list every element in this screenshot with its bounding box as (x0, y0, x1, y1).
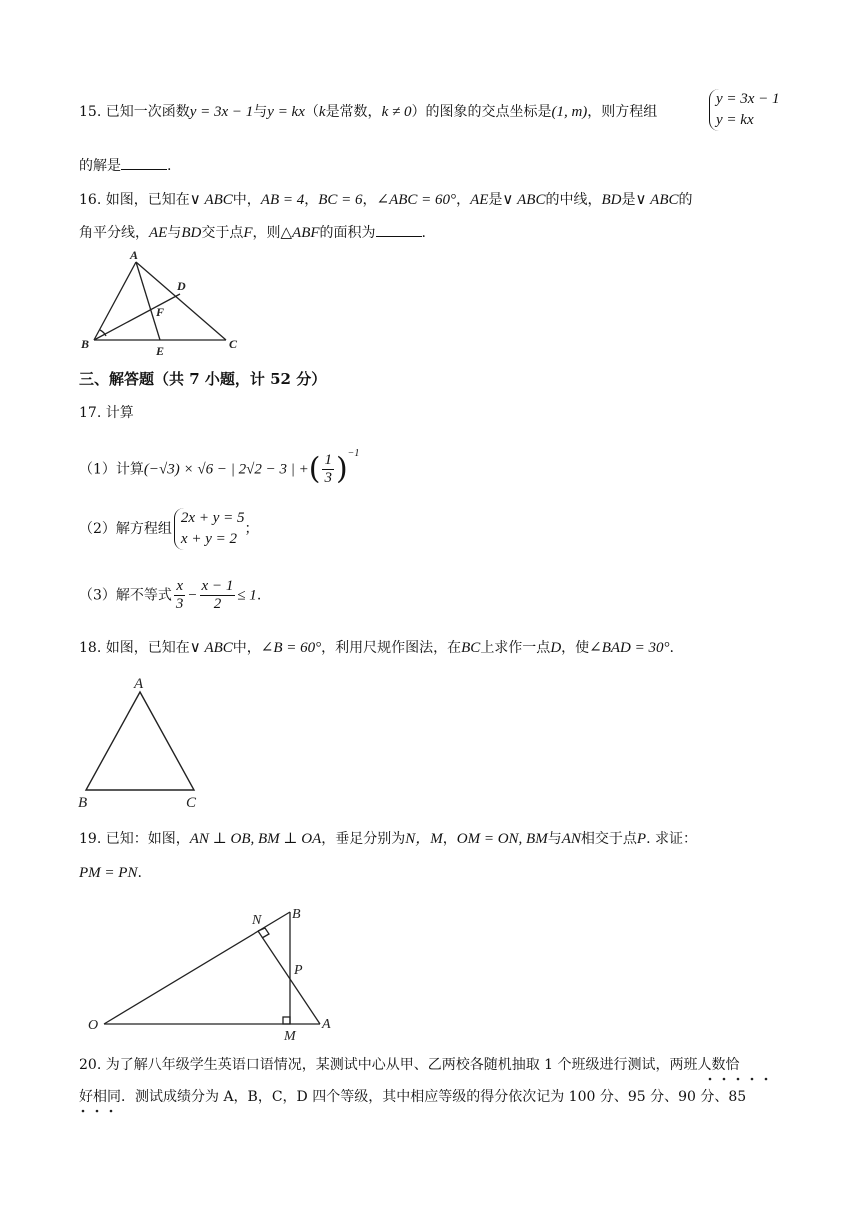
q20-line1: 20. 为了解八年级学生英语口语情况，某测试中心从甲、乙两校各随机抽取 1 个班级进行测试，两班人数恰 (79, 1057, 740, 1073)
answer-blank (121, 155, 167, 170)
q17-part3: （3）解不等式 $\frac{x}{3}$ − $\frac{x - 1}{2}$ ≤ 1. (79, 578, 262, 612)
q19-line1: 19. 已知：如图，AN ⊥ OB, BM ⊥ OA，垂足分别为N，M，OM = ON, BM与AN相交于点P. 求证： (79, 831, 697, 847)
q19-figure (84, 898, 344, 1046)
q15-number: 15. (79, 104, 102, 120)
q15-line1: 15. 已知一次函数y = 3x − 1与y = kx（k是常数，k ≠ 0）的图象的交点坐标是(1, m)，则方程组 (79, 104, 658, 120)
label-e: E (156, 344, 165, 358)
triangle-abc (86, 692, 194, 790)
label-a: A (134, 676, 144, 692)
function-2: y = kx (267, 104, 305, 120)
label-f: F (156, 305, 165, 319)
q19-line2: PM = PN. (79, 865, 142, 881)
q17-part2: （2）解方程组 2x + y = 5 x + y = 2 ； (79, 508, 258, 550)
segment-ac (136, 262, 226, 340)
label-o: O (88, 1018, 99, 1033)
label-p: P (294, 963, 303, 978)
q15-line2: 的解是 . (79, 155, 171, 177)
label-d: D (177, 279, 186, 293)
q20-number: 20. (79, 1057, 102, 1073)
emphasis-dots-2 (79, 1108, 119, 1114)
right-angle-m (283, 1017, 290, 1024)
q17-part1: （1）计算(−√3) × √6 − | 2√2 − 3 | +( $\frac{1}{3}$ )$^{-1}$ (79, 447, 360, 487)
label-m: M (284, 1029, 296, 1044)
section-heading: 三、解答题（共 7 小题，计 52 分） (79, 370, 327, 388)
label-b: B (78, 795, 88, 811)
label-b: B (292, 907, 301, 922)
segment-ae (136, 262, 160, 340)
emphasis-dots-1 (706, 1076, 770, 1082)
q19-number: 19. (79, 831, 102, 847)
q16-figure (76, 248, 246, 360)
label-b: B (81, 337, 90, 351)
q20-line2: 好相同．测试成绩分为 A，B，C，D 四个等级，其中相应等级的得分依次记为 100 分、95 分、90 分、85 (79, 1089, 747, 1105)
label-c: C (229, 337, 238, 351)
label-a: A (130, 248, 139, 262)
label-a: A (322, 1017, 331, 1032)
q16-line1: 16. 如图，已知在∨ ABC中，AB = 4，BC = 6，∠ABC = 60°，AE是∨ ABC的中线，BD是∨ ABC的 (79, 192, 693, 208)
label-c: C (186, 795, 197, 811)
q18-number: 18. (79, 640, 102, 656)
intersection-point: (1, m) (551, 104, 588, 120)
q18-figure (74, 672, 214, 812)
answer-blank (376, 222, 422, 237)
q17-heading: 17. 计算 (79, 405, 134, 421)
q15-equation-system: y = 3x − 1 y = kx (709, 89, 780, 131)
q16-number: 16. (79, 192, 102, 208)
function-1: y = 3x − 1 (189, 104, 254, 120)
label-n: N (252, 913, 262, 928)
q18-line1: 18. 如图，已知在∨ ABC中，∠B = 60°，利用尺规作图法，在BC上求作一点D，使∠BAD = 30°. (79, 640, 674, 656)
segment-an (258, 931, 320, 1024)
q16-line2: 角平分线，AE与BD交于点F，则△ABF的面积为 . (79, 222, 426, 244)
